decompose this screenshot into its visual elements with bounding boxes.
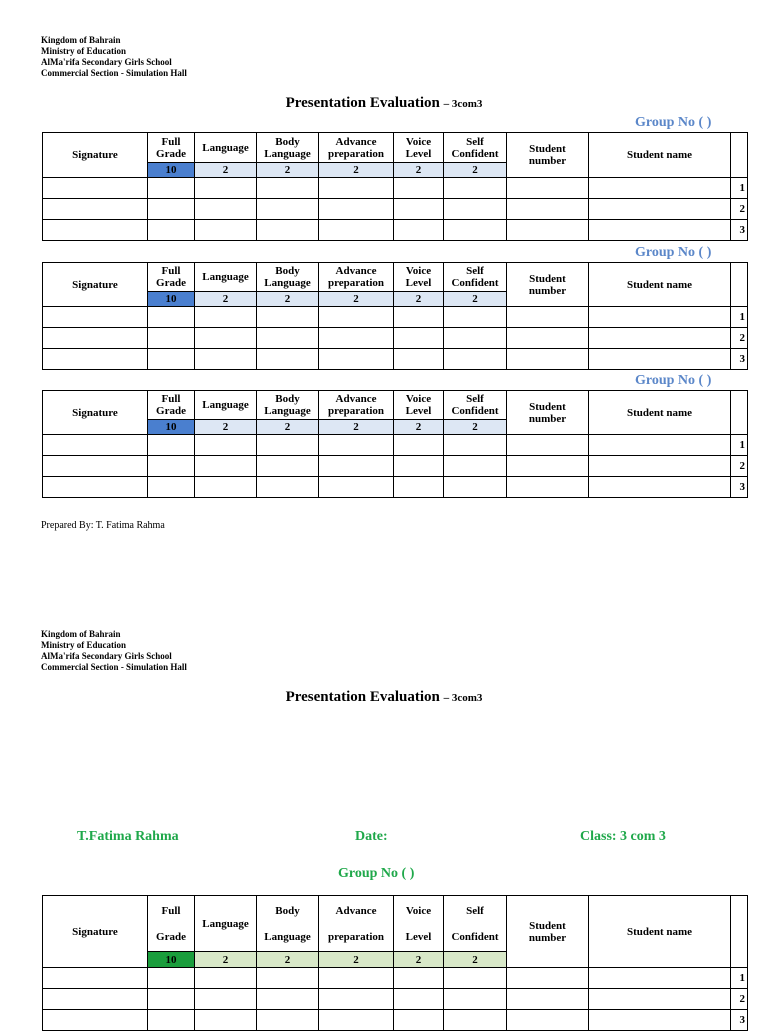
mark-voice: 2 <box>394 163 444 178</box>
col-advance-preparation: Advance preparation <box>319 133 394 163</box>
page-title <box>0 689 768 706</box>
table-row <box>43 307 748 328</box>
col-student-number: Student number <box>507 263 589 307</box>
signature-cell[interactable] <box>43 456 148 477</box>
col-signature: Signature <box>43 133 148 178</box>
col-student-number: Student number <box>507 133 589 178</box>
table-row <box>43 199 748 220</box>
signature-cell[interactable] <box>43 968 148 989</box>
row-number: 1 <box>731 968 748 989</box>
mark-self: 2 <box>444 292 507 307</box>
table-row <box>43 178 748 199</box>
title-suffix: – 3com3 <box>443 98 483 110</box>
col-self-confident: Self Confident <box>444 896 507 952</box>
mark-voice: 2 <box>394 292 444 307</box>
row-number: 2 <box>731 328 748 349</box>
row-number: 3 <box>731 220 748 241</box>
student-name-cell[interactable] <box>589 307 731 328</box>
mark-voice: 2 <box>394 952 444 968</box>
mark-body: 2 <box>257 163 319 178</box>
student-number-cell[interactable] <box>507 968 589 989</box>
col-body-language: Body Language <box>257 391 319 420</box>
letterhead-line: Commercial Section - Simulation Hall <box>41 68 187 78</box>
table-row <box>43 328 748 349</box>
student-name-cell[interactable] <box>589 477 731 498</box>
col-voice-level: Voice Level <box>394 133 444 163</box>
mark-language: 2 <box>195 952 257 968</box>
prepared-by: Prepared By: T. Fatima Rahma <box>41 520 165 531</box>
table-row <box>43 456 748 477</box>
col-full-grade: Full Grade <box>148 263 195 292</box>
class-label: Class: 3 com 3 <box>580 829 666 844</box>
student-name-cell[interactable] <box>589 989 731 1010</box>
mark-advance: 2 <box>319 163 394 178</box>
row-number: 3 <box>731 477 748 498</box>
letterhead-line: Ministry of Education <box>41 46 127 56</box>
signature-cell[interactable] <box>43 477 148 498</box>
row-number: 2 <box>731 199 748 220</box>
col-self-confident: Self Confident <box>444 391 507 420</box>
signature-cell[interactable] <box>43 349 148 370</box>
col-student-name: Student name <box>589 391 731 435</box>
letterhead-line: AlMa'rifa Secondary Girls School <box>41 651 172 661</box>
col-student-name: Student name <box>589 133 731 178</box>
col-full-grade: Full Grade <box>148 896 195 952</box>
col-signature: Signature <box>43 391 148 435</box>
row-number: 3 <box>731 349 748 370</box>
col-body-language: Body Language <box>257 263 319 292</box>
student-number-cell[interactable] <box>507 307 589 328</box>
student-number-cell[interactable] <box>507 435 589 456</box>
student-name-cell[interactable] <box>589 968 731 989</box>
col-body-language: Body Language <box>257 896 319 952</box>
signature-cell[interactable] <box>43 220 148 241</box>
evaluation-table <box>42 895 748 1031</box>
col-student-number: Student number <box>507 391 589 435</box>
student-name-cell[interactable] <box>589 328 731 349</box>
page-title <box>0 95 768 112</box>
signature-cell[interactable] <box>43 1010 148 1031</box>
student-name-cell[interactable] <box>589 199 731 220</box>
student-number-cell[interactable] <box>507 178 589 199</box>
mark-voice: 2 <box>394 420 444 435</box>
student-name-cell[interactable] <box>589 349 731 370</box>
col-language: Language <box>195 391 257 420</box>
mark-language: 2 <box>195 163 257 178</box>
col-body-language: Body Language <box>257 133 319 163</box>
student-name-cell[interactable] <box>589 178 731 199</box>
student-number-cell[interactable] <box>507 456 589 477</box>
student-name-cell[interactable] <box>589 220 731 241</box>
mark-full: 10 <box>148 420 195 435</box>
signature-cell[interactable] <box>43 307 148 328</box>
student-number-cell[interactable] <box>507 220 589 241</box>
table-row <box>43 349 748 370</box>
col-language: Language <box>195 263 257 292</box>
student-number-cell[interactable] <box>507 989 589 1010</box>
signature-cell[interactable] <box>43 199 148 220</box>
student-number-cell[interactable] <box>507 199 589 220</box>
letterhead-line: AlMa'rifa Secondary Girls School <box>41 57 172 67</box>
table-row <box>43 968 748 989</box>
col-advance-preparation: Advance preparation <box>319 391 394 420</box>
title-suffix: – 3com3 <box>443 692 483 704</box>
col-voice-level: Voice Level <box>394 391 444 420</box>
row-number: 1 <box>731 307 748 328</box>
col-advance-preparation: Advance preparation <box>319 263 394 292</box>
student-name-cell[interactable] <box>589 1010 731 1031</box>
mark-full: 10 <box>148 952 195 968</box>
col-signature: Signature <box>43 896 148 968</box>
row-number: 1 <box>731 178 748 199</box>
teacher-name: T.Fatima Rahma <box>77 829 179 844</box>
mark-full: 10 <box>148 163 195 178</box>
student-number-cell[interactable] <box>507 349 589 370</box>
signature-cell[interactable] <box>43 328 148 349</box>
col-language: Language <box>195 896 257 952</box>
col-advance-preparation: Advance preparation <box>319 896 394 952</box>
col-self-confident: Self Confident <box>444 133 507 163</box>
signature-cell[interactable] <box>43 435 148 456</box>
letterhead <box>41 35 187 79</box>
date-label: Date: <box>355 829 388 844</box>
title-main: Presentation Evaluation <box>285 689 440 705</box>
table-row <box>43 1010 748 1031</box>
mark-body: 2 <box>257 292 319 307</box>
mark-full: 10 <box>148 292 195 307</box>
col-student-name: Student name <box>589 263 731 307</box>
row-number: 2 <box>731 989 748 1010</box>
mark-self: 2 <box>444 952 507 968</box>
letterhead <box>41 629 187 673</box>
mark-body: 2 <box>257 420 319 435</box>
table-row <box>43 220 748 241</box>
row-number: 1 <box>731 435 748 456</box>
mark-advance: 2 <box>319 420 394 435</box>
col-student-number: Student number <box>507 896 589 968</box>
row-number: 2 <box>731 456 748 477</box>
mark-language: 2 <box>195 420 257 435</box>
letterhead-line: Ministry of Education <box>41 640 127 650</box>
student-number-cell[interactable] <box>507 328 589 349</box>
group-label: Group No ( ) <box>635 115 712 130</box>
mark-self: 2 <box>444 420 507 435</box>
mark-language: 2 <box>195 292 257 307</box>
mark-self: 2 <box>444 163 507 178</box>
col-self-confident: Self Confident <box>444 263 507 292</box>
evaluation-table <box>42 262 748 370</box>
title-main: Presentation Evaluation <box>285 95 440 111</box>
student-number-cell[interactable] <box>507 1010 589 1031</box>
table-row <box>43 989 748 1010</box>
signature-cell[interactable] <box>43 989 148 1010</box>
col-full-grade: Full Grade <box>148 133 195 163</box>
mark-advance: 2 <box>319 952 394 968</box>
group-label: Group No ( ) <box>635 373 712 388</box>
student-name-cell[interactable] <box>589 456 731 477</box>
col-full-grade: Full Grade <box>148 391 195 420</box>
col-student-name: Student name <box>589 896 731 968</box>
mark-body: 2 <box>257 952 319 968</box>
row-number: 3 <box>731 1010 748 1031</box>
group-label: Group No ( ) <box>338 866 415 881</box>
group-label: Group No ( ) <box>635 245 712 260</box>
letterhead-line: Commercial Section - Simulation Hall <box>41 662 187 672</box>
student-name-cell[interactable] <box>589 435 731 456</box>
letterhead-line: Kingdom of Bahrain <box>41 629 121 639</box>
col-signature: Signature <box>43 263 148 307</box>
student-number-cell[interactable] <box>507 477 589 498</box>
col-voice-level: Voice Level <box>394 263 444 292</box>
col-language: Language <box>195 133 257 163</box>
mark-advance: 2 <box>319 292 394 307</box>
table-row <box>43 477 748 498</box>
col-voice-level: Voice Level <box>394 896 444 952</box>
table-row <box>43 435 748 456</box>
signature-cell[interactable] <box>43 178 148 199</box>
evaluation-table <box>42 390 748 498</box>
evaluation-table <box>42 132 748 241</box>
letterhead-line: Kingdom of Bahrain <box>41 35 121 45</box>
